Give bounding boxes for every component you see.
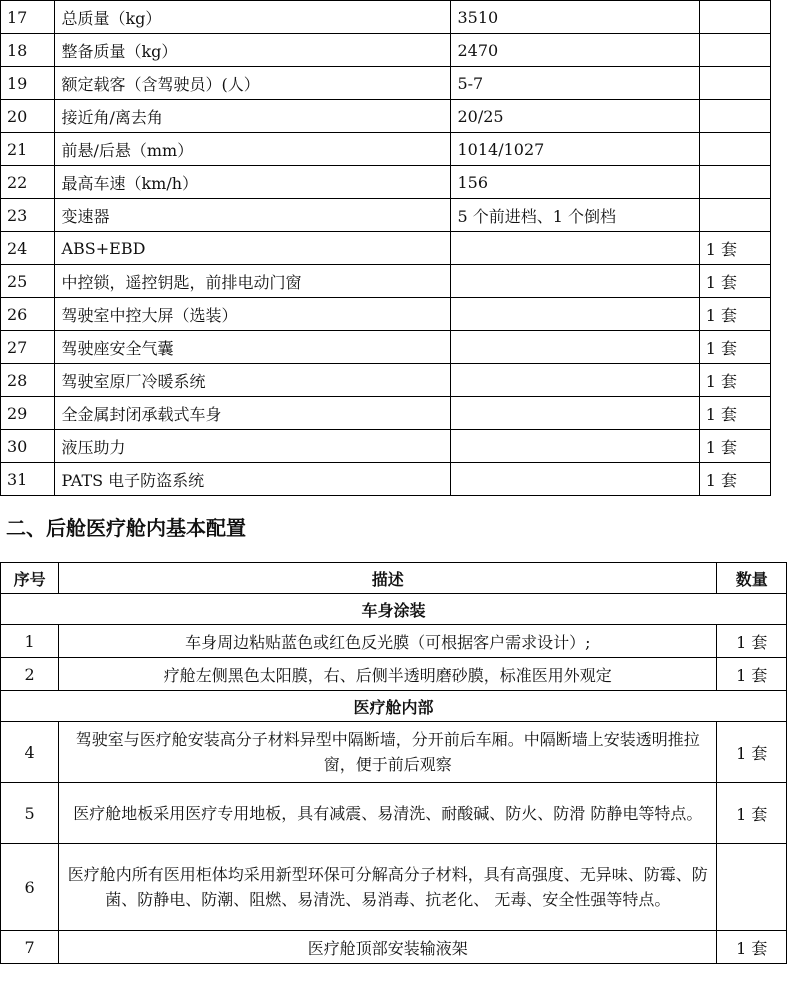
row-number: 6 xyxy=(1,844,59,931)
row-description: 车身周边粘贴蓝色或红色反光膜（可根据客户需求设计）; xyxy=(59,625,717,658)
spec-value: 5-7 xyxy=(451,67,699,100)
spec-item: 前悬/后悬（mm） xyxy=(55,133,451,166)
spec-quantity xyxy=(699,199,770,232)
spec-quantity xyxy=(699,133,770,166)
row-quantity xyxy=(717,844,787,931)
spec-value xyxy=(451,463,699,496)
row-number: 26 xyxy=(1,298,55,331)
table-row xyxy=(1,722,787,783)
row-quantity: 1 套 xyxy=(717,722,787,783)
spec-item: 最高车速（km/h） xyxy=(55,166,451,199)
spec-item: 驾驶座安全气囊 xyxy=(55,331,451,364)
header-row xyxy=(1,563,787,594)
spec-value xyxy=(451,232,699,265)
spec-item: 全金属封闭承载式车身 xyxy=(55,397,451,430)
row-number: 25 xyxy=(1,265,55,298)
spec-quantity xyxy=(699,166,770,199)
spec-item: 驾驶室中控大屏（选装） xyxy=(55,298,451,331)
spec-value xyxy=(451,298,699,331)
row-number: 5 xyxy=(1,783,59,844)
row-number: 24 xyxy=(1,232,55,265)
column-header-description: 描述 xyxy=(59,563,717,594)
row-number: 23 xyxy=(1,199,55,232)
table-row xyxy=(1,1,771,34)
group-row-cabin-interior xyxy=(1,691,787,722)
spec-item: 总质量（kg） xyxy=(55,1,451,34)
table-row xyxy=(1,364,771,397)
spec-item: 驾驶室原厂冷暖系统 xyxy=(55,364,451,397)
table-row xyxy=(1,783,787,844)
row-number: 22 xyxy=(1,166,55,199)
spec-quantity: 1 套 xyxy=(699,430,770,463)
spec-value xyxy=(451,397,699,430)
spec-item: 额定载客（含驾驶员）(人） xyxy=(55,67,451,100)
spec-item: PATS 电子防盗系统 xyxy=(55,463,451,496)
spec-quantity xyxy=(699,67,770,100)
row-description: 医疗舱内所有医用柜体均采用新型环保可分解高分子材料，具有高强度、无异味、防霉、防菌、防静电、防潮、阻燃、易清洗、易消毒、抗老化、 无毒、安全性强等特点。 xyxy=(59,844,717,931)
medical-cabin-config-table xyxy=(0,562,787,964)
table-row xyxy=(1,67,771,100)
row-number: 27 xyxy=(1,331,55,364)
table-row xyxy=(1,430,771,463)
row-number: 29 xyxy=(1,397,55,430)
row-number: 18 xyxy=(1,34,55,67)
table-row xyxy=(1,166,771,199)
row-number: 21 xyxy=(1,133,55,166)
row-number: 30 xyxy=(1,430,55,463)
row-quantity: 1 套 xyxy=(717,783,787,844)
spec-item: 液压助力 xyxy=(55,430,451,463)
table-row xyxy=(1,265,771,298)
spec-quantity: 1 套 xyxy=(699,364,770,397)
table-row xyxy=(1,331,771,364)
spec-quantity xyxy=(699,1,770,34)
table-row xyxy=(1,34,771,67)
spec-value xyxy=(451,430,699,463)
column-header-number: 序号 xyxy=(1,563,59,594)
row-number: 1 xyxy=(1,625,59,658)
table-row xyxy=(1,463,771,496)
group-title: 车身涂装 xyxy=(1,594,787,625)
table-row xyxy=(1,298,771,331)
spec-value: 20/25 xyxy=(451,100,699,133)
table-row xyxy=(1,133,771,166)
row-description: 医疗舱地板采用医疗专用地板，具有减震、易清洗、耐酸碱、防火、防滑 防静电等特点。 xyxy=(59,783,717,844)
row-description: 医疗舱顶部安装输液架 xyxy=(59,931,717,964)
group-row-body-paint xyxy=(1,594,787,625)
column-header-quantity: 数量 xyxy=(717,563,787,594)
row-quantity: 1 套 xyxy=(717,658,787,691)
spec-value: 2470 xyxy=(451,34,699,67)
spec-quantity: 1 套 xyxy=(699,232,770,265)
table-row xyxy=(1,232,771,265)
spec-value xyxy=(451,364,699,397)
spec-value xyxy=(451,331,699,364)
table-row xyxy=(1,658,787,691)
table-row xyxy=(1,100,771,133)
row-number: 7 xyxy=(1,931,59,964)
spec-value xyxy=(451,265,699,298)
spec-item: 中控锁，遥控钥匙，前排电动门窗 xyxy=(55,265,451,298)
row-number: 2 xyxy=(1,658,59,691)
spec-quantity: 1 套 xyxy=(699,397,770,430)
spec-quantity: 1 套 xyxy=(699,331,770,364)
spec-quantity: 1 套 xyxy=(699,463,770,496)
row-description: 驾驶室与医疗舱安装高分子材料异型中隔断墙，分开前后车厢。中隔断墙上安装透明推拉窗，便于前后观察 xyxy=(59,722,717,783)
table-row xyxy=(1,397,771,430)
spec-quantity xyxy=(699,100,770,133)
spec-item: 变速器 xyxy=(55,199,451,232)
table-row xyxy=(1,844,787,931)
row-number: 17 xyxy=(1,1,55,34)
row-description: 疗舱左侧黑色太阳膜，右、后侧半透明磨砂膜，标准医用外观定 xyxy=(59,658,717,691)
spec-quantity: 1 套 xyxy=(699,298,770,331)
spec-item: ABS+EBD xyxy=(55,232,451,265)
group-title: 医疗舱内部 xyxy=(1,691,787,722)
row-number: 19 xyxy=(1,67,55,100)
row-number: 20 xyxy=(1,100,55,133)
row-number: 4 xyxy=(1,722,59,783)
spec-value: 1014/1027 xyxy=(451,133,699,166)
row-number: 31 xyxy=(1,463,55,496)
spec-quantity xyxy=(699,34,770,67)
spec-item: 整备质量（kg） xyxy=(55,34,451,67)
spec-value: 3510 xyxy=(451,1,699,34)
section-title: 二、后舱医疗舱内基本配置 xyxy=(6,516,246,540)
table-row xyxy=(1,625,787,658)
row-number: 28 xyxy=(1,364,55,397)
table-row xyxy=(1,199,771,232)
vehicle-spec-table xyxy=(0,0,771,496)
row-quantity: 1 套 xyxy=(717,625,787,658)
spec-item: 接近角/离去角 xyxy=(55,100,451,133)
spec-value: 5 个前进档、1 个倒档 xyxy=(451,199,699,232)
table-row xyxy=(1,931,787,964)
spec-quantity: 1 套 xyxy=(699,265,770,298)
spec-value: 156 xyxy=(451,166,699,199)
row-quantity: 1 套 xyxy=(717,931,787,964)
